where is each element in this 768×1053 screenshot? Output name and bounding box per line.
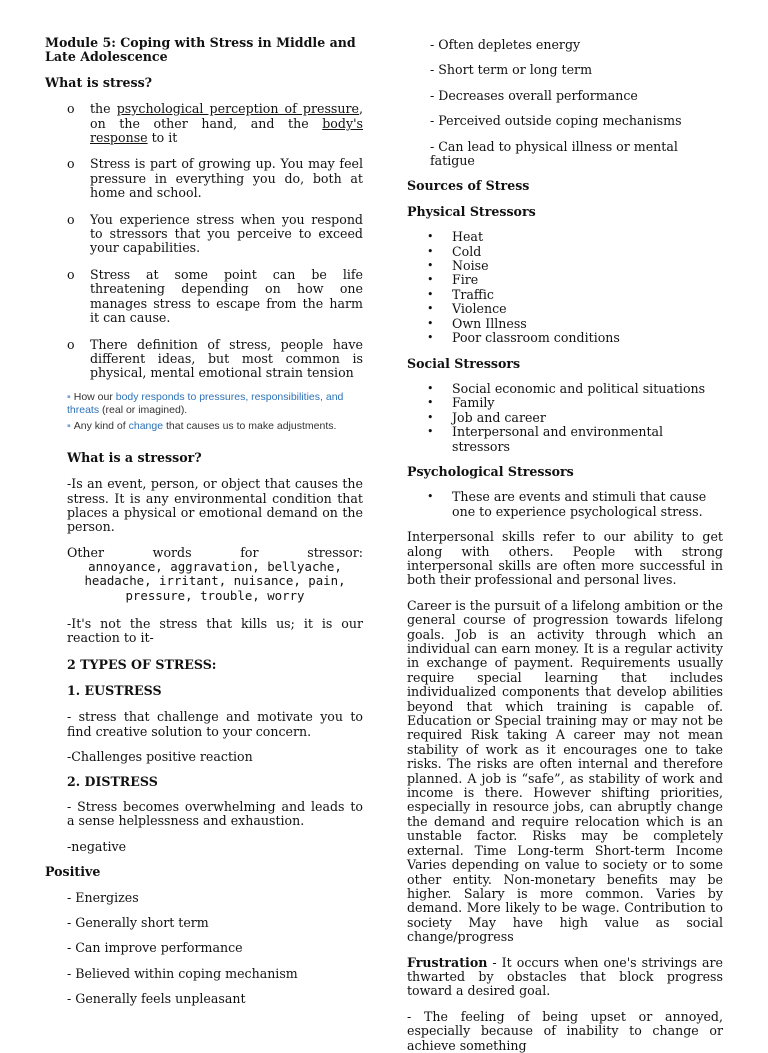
right-column	[407, 38, 723, 1053]
physical-list	[407, 230, 723, 345]
definition-text: the psychological perception of pressure, on the other hand, and the body's response to it	[90, 101, 363, 146]
eustress-text: - stress that challenge and motivate you to find creative solution to your concern.	[67, 709, 363, 739]
square-bullet-icon: ▪	[67, 390, 71, 403]
social-list	[407, 382, 723, 454]
heading-what-is-stressor: What is a stressor?	[67, 449, 202, 465]
list-item: • Cold	[427, 243, 482, 259]
reaction-quote: -It's not the stress that kills us; it is our reaction to it-	[67, 615, 363, 646]
list-item: • Family	[427, 395, 495, 411]
frustration-term: Frustration	[407, 954, 488, 970]
list-item: - Can lead to physical illness or mental fatigue	[430, 138, 678, 169]
underlined-term: psychological perception of pressure	[116, 101, 359, 117]
psych-heading: Psychological Stressors	[407, 463, 574, 479]
list-item: • Poor classroom conditions	[427, 330, 620, 346]
list-item: • Noise	[427, 258, 489, 274]
list-item: o Stress is part of growing up. You may feel pressure in everything you do, both at home and school.	[67, 156, 363, 201]
list-item: - Energizes	[67, 889, 139, 905]
list-item: • Violence	[427, 301, 507, 317]
distress-heading: 2. DISTRESS	[67, 773, 158, 789]
interpersonal-paragraph: Interpersonal skills refer to our ability to get along with others. People with strong interpersonal skills are often more successful in both their professional and personal lives.	[407, 529, 723, 588]
positive-list	[67, 891, 363, 1007]
module-title: Module 5: Coping with Stress in Middle and Late Adolescence	[45, 35, 356, 65]
career-paragraph: Career is the pursuit of a lifelong ambition or the general course of progression towards lifelong goals. Job is an activity through which an individual can earn money. It is a regular activity in exchange of payment. Requirements usually require special learning that includes individualized components that develop abilities beyond that which training is capable of. Education or Special training may or may not be required Risk taking A career may not mean stability of work as it encourages one to take risks. The risks are often internal and therefore planned. A job is “safe”, as stability of work and income is there. However shifting priorities, especially in resource jobs, can abruptly change the demand and require relocation which is an unstable factor. Risks may be completely external. Time Long-term Short-term Income Varies depending on value to society or to some other entity. Non-monetary benefits may be higher. Salary is more common. Varies by demand. More likely to be wage. Contribution to society May have high value as social change/progress	[407, 597, 723, 945]
left-column	[45, 36, 363, 1007]
heading-what-is-stress: What is stress?	[45, 74, 153, 90]
sources-heading: Sources of Stress	[407, 178, 530, 194]
embedded-slide-image: ▪ How our body responds to pressures, responsibilities, and threats (real or imagined). ▪ Any kind of change that causes us to make adjustments.	[67, 390, 344, 432]
list-item: • Job and career	[427, 409, 546, 425]
positive-heading: Positive	[45, 864, 101, 880]
eustress-heading: 1. EUSTRESS	[67, 682, 162, 698]
list-item: o There definition of stress, people have different ideas, but most common is physical, mental emotional strain tension	[67, 336, 363, 381]
psych-list	[407, 490, 723, 519]
distress-text-2: -negative	[67, 838, 127, 854]
list-item: - Perceived outside coping mechanisms	[430, 113, 682, 129]
list-item: • These are events and stimuli that cause one to experience psychological stress.	[427, 489, 707, 519]
bullet-marker: o	[67, 101, 75, 117]
list-item: • Social economic and political situations	[427, 380, 706, 396]
list-item: - Can improve performance	[67, 940, 243, 956]
stressor-definition: -Is an event, person, or object that causes the stress. It is any environmental condition that places a physical or emotional demand on the person.	[67, 476, 363, 535]
list-item: - Generally feels unpleasant	[67, 991, 246, 1007]
physical-heading: Physical Stressors	[407, 203, 536, 219]
list-item: o You experience stress when you respond to stressors that you perceive to exceed your capabilities.	[67, 211, 363, 256]
list-item: - Generally short term	[67, 915, 209, 931]
list-item: • Fire	[427, 272, 479, 288]
distress-text: - Stress becomes overwhelming and leads to a sense helplessness and exhaustion.	[67, 799, 363, 829]
list-item: - Short term or long term	[430, 62, 593, 78]
underlined-term: body's response	[90, 115, 363, 146]
frustration-paragraph: Frustration - It occurs when one's strivings are thwarted by obstacles that block progress toward a desired goal.	[407, 954, 723, 999]
list-item	[45, 102, 363, 145]
frustration-paragraph-2: - The feeling of being upset or annoyed, especially because of inability to change or achieve something	[407, 1008, 723, 1053]
list-item: • Heat	[427, 229, 484, 245]
negative-list	[430, 38, 723, 168]
list-item: • Own Illness	[427, 315, 527, 331]
types-heading: 2 TYPES OF STRESS:	[67, 656, 217, 672]
list-item: - Decreases overall performance	[430, 87, 638, 103]
square-bullet-icon: ▪	[67, 419, 71, 432]
social-heading: Social Stressors	[407, 355, 521, 371]
list-item: • Traffic	[427, 286, 494, 302]
other-words-label: Other words for stressor:	[67, 544, 363, 560]
list-item: - Believed within coping mechanism	[67, 965, 298, 981]
eustress-text-2: -Challenges positive reaction	[67, 749, 253, 765]
list-item: • Interpersonal and environmental stressors	[427, 424, 664, 454]
list-item: o Stress at some point can be life threatening depending on how one manages stress to escape from the harm it can cause.	[67, 266, 363, 326]
list-item: - Often depletes energy	[430, 37, 581, 52]
other-words-list: annoyance, aggravation, bellyache, headache, irritant, nuisance, pain, pressure, trouble, worry	[84, 559, 346, 603]
